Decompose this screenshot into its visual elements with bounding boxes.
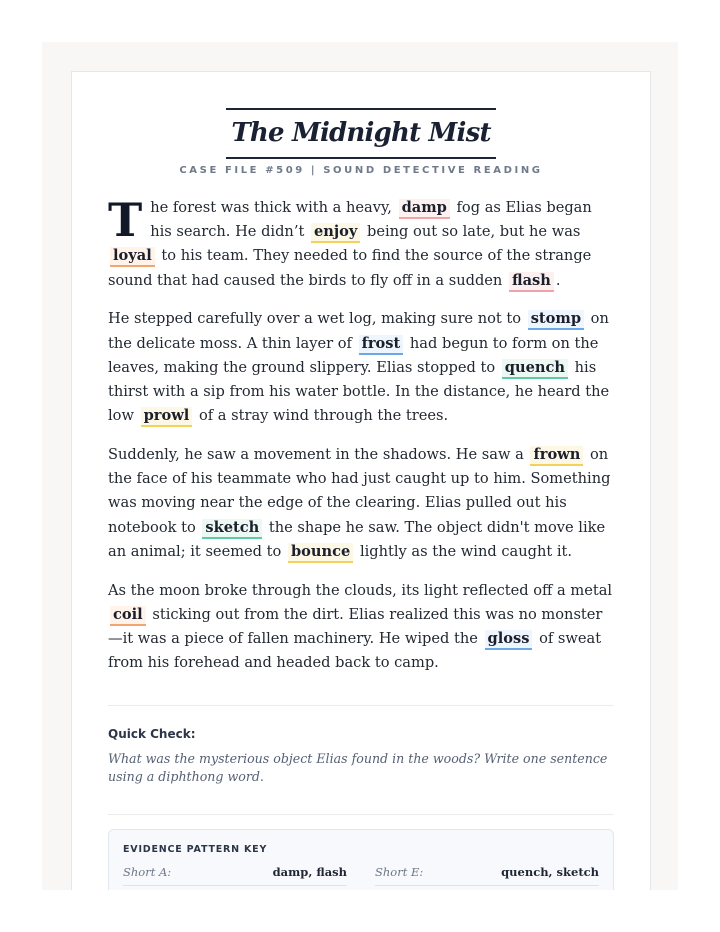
highlighted-word-loyal[interactable]: loyal [110, 247, 155, 267]
story-text-run: to his team. They needed to find the source of the strange sound that had caused the birds to fly off in a sudden [108, 247, 592, 289]
story-paragraph-1 [108, 193, 614, 293]
title-block [72, 108, 650, 176]
evidence-pattern-key [108, 829, 614, 890]
section-divider [108, 705, 614, 706]
evidence-key-row [375, 865, 599, 886]
highlighted-word-quench[interactable]: quench [502, 359, 568, 379]
highlighted-word-sketch[interactable]: sketch [202, 519, 262, 539]
highlighted-word-flash[interactable]: flash [509, 272, 554, 292]
section-divider [108, 814, 614, 815]
highlighted-word-coil[interactable]: coil [110, 606, 146, 626]
highlighted-word-frown[interactable]: frown [530, 446, 583, 466]
quick-check-label: Quick Check: [108, 727, 196, 741]
quick-check-question: What was the mysterious object Elias found in the woods? Write one sentence using a diphthong word. [108, 751, 608, 784]
highlighted-word-stomp[interactable]: stomp [528, 310, 584, 330]
story-text-run: on the face of his teammate who had just caught up to him. Something was moving near the edge of the clearing. Elias pulled out his notebook to [108, 446, 611, 536]
story-text-run: . [555, 271, 561, 289]
highlighted-word-bounce[interactable]: bounce [288, 543, 353, 563]
story-text-run: He stepped carefully over a wet log, making sure not to [108, 310, 522, 328]
case-file-subtitle: CASE FILE #509 | SOUND DETECTIVE READING [179, 165, 543, 176]
story-paragraph-4 [108, 579, 614, 676]
story-text-run: his thirst with a sip from his water bottle. In the distance, he heard the low [108, 358, 610, 425]
evidence-key-words: damp, flash [272, 865, 347, 879]
story-paragraph-2 [108, 307, 614, 428]
worksheet-card [71, 71, 651, 890]
evidence-key-label: Short A: [123, 865, 172, 879]
story-text [108, 193, 614, 690]
drop-cap: T [108, 193, 143, 247]
story-text-run: the shape he saw. The object didn't move like an animal; it seemed to [108, 518, 606, 560]
story-text-run: As the moon broke through the clouds, its light reflected off a metal [108, 581, 613, 599]
title-bottom-rule [226, 157, 496, 159]
evidence-key-words: quench, sketch [501, 865, 599, 879]
evidence-key-label: Short E: [375, 865, 424, 879]
page-title: The Midnight Mist [231, 118, 491, 148]
story-text-run: lightly as the wind caught it. [359, 542, 573, 560]
story-text-run: Suddenly, he saw a movement in the shadows. He saw a [108, 446, 524, 464]
story-text-run: sticking out from the dirt. Elias realized this was no monster—it was a piece of fallen machinery. He wiped the [108, 605, 603, 648]
story-text-run: of sweat from his forehead and headed back to camp. [108, 630, 602, 672]
highlighted-word-prowl[interactable]: prowl [141, 407, 193, 427]
story-text-run: being out so late, but he was [367, 223, 581, 241]
highlighted-word-frost[interactable]: frost [359, 335, 404, 355]
story-text-run: fog as Elias began his search. He didn’t [150, 199, 592, 241]
story-text-run: he forest was thick with a heavy, [150, 199, 392, 216]
story-text-run: on the delicate moss. A thin layer of [108, 310, 609, 352]
story-text-run: of a stray wind through the trees. [198, 407, 449, 425]
story-paragraph-3 [108, 443, 614, 564]
evidence-key-title: EVIDENCE PATTERN KEY [123, 844, 268, 855]
highlighted-word-enjoy[interactable]: enjoy [311, 223, 360, 243]
evidence-key-row [123, 865, 347, 886]
story-text-run: had begun to form on the leaves, making the ground slippery. Elias stopped to [108, 334, 599, 376]
highlighted-word-gloss[interactable]: gloss [485, 630, 533, 650]
highlighted-word-damp[interactable]: damp [399, 199, 450, 219]
